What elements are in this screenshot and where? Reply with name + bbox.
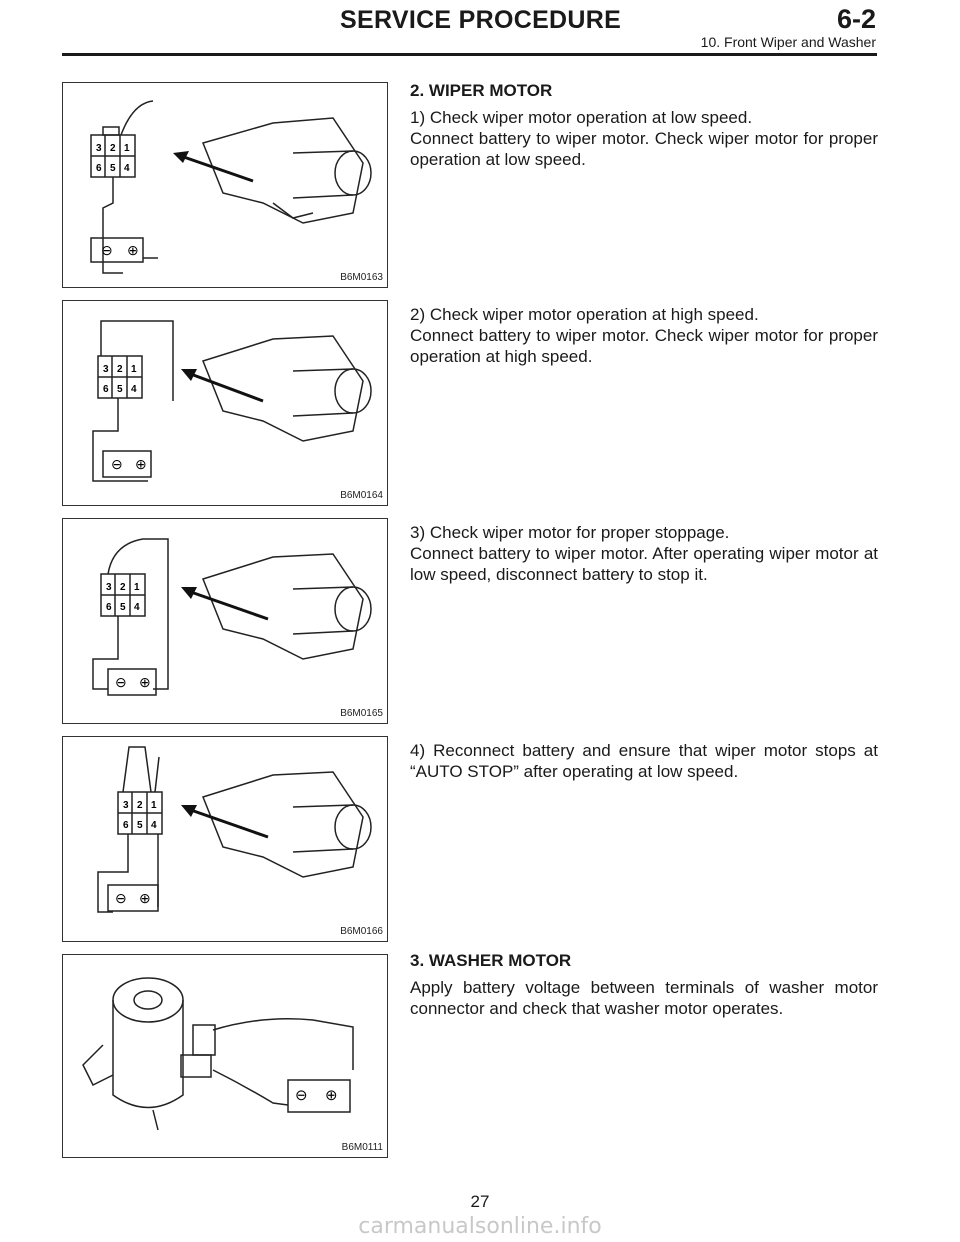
header-rule (62, 53, 877, 56)
figure-wiper-low-speed (62, 82, 388, 288)
pin-label: 1 (151, 800, 157, 811)
step-body: 4) Reconnect battery and ensure that wiper motor stops at “AUTO STOP” after operating at low speed. (410, 741, 878, 781)
figure-wiper-high-speed (62, 300, 388, 506)
pin-label: 5 (110, 163, 116, 174)
pin-label: 2 (120, 582, 126, 593)
pin-label: 3 (103, 364, 109, 375)
pin-label: 5 (137, 820, 143, 831)
battery-minus-icon: ⊖ (295, 1087, 308, 1104)
section-washer-motor (410, 950, 878, 1024)
pin-label: 5 (117, 384, 123, 395)
pin-label: 1 (124, 143, 130, 154)
pin-label: 2 (137, 800, 143, 811)
chapter-subtitle: 10. Front Wiper and Washer (700, 34, 876, 50)
step-heading: 1) Check wiper motor operation at low speed. (410, 108, 753, 127)
section-wiper-stoppage (410, 522, 878, 590)
pin-label: 4 (134, 602, 140, 613)
battery-minus-icon: ⊖ (111, 456, 123, 472)
figure-code: B6M0164 (340, 490, 383, 501)
battery-minus-icon: ⊖ (101, 242, 113, 258)
pin-label: 6 (106, 602, 112, 613)
battery-plus-icon: ⊕ (135, 456, 147, 472)
step-heading: 2) Check wiper motor operation at high speed. (410, 305, 759, 324)
section-wiper-high-speed (410, 304, 878, 372)
pin-label: 6 (123, 820, 129, 831)
wiper-motor-diagram (63, 301, 387, 505)
step-body: Connect battery to wiper motor. After operating wiper motor at low speed, disconnect battery to stop it. (410, 544, 878, 584)
section-heading: 3. WASHER MOTOR (410, 951, 572, 970)
figure-wiper-stoppage (62, 518, 388, 724)
chapter-code: 6-2 (836, 4, 876, 34)
pin-label: 2 (110, 143, 116, 154)
step-body: Apply battery voltage between terminals of washer motor connector and check that washer motor operates. (410, 978, 878, 1018)
step-heading: 3) Check wiper motor for proper stoppage. (410, 523, 730, 542)
figure-code: B6M0163 (340, 272, 383, 283)
pin-label: 1 (134, 582, 140, 593)
figure-code: B6M0165 (340, 708, 383, 719)
section-wiper-auto-stop (410, 740, 878, 787)
wiper-motor-diagram (63, 83, 387, 287)
section-heading: 2. WIPER MOTOR (410, 81, 553, 100)
page-number: 27 (470, 1192, 490, 1211)
washer-motor-diagram (63, 955, 387, 1157)
step-body: Connect battery to wiper motor. Check wiper motor for proper operation at high speed. (410, 326, 878, 366)
wiper-motor-diagram (63, 737, 387, 941)
pin-label: 6 (103, 384, 109, 395)
battery-plus-icon: ⊕ (127, 242, 139, 258)
battery-minus-icon: ⊖ (115, 890, 127, 906)
battery-minus-icon: ⊖ (115, 674, 127, 690)
figure-washer-motor (62, 954, 388, 1158)
pin-label: 3 (123, 800, 129, 811)
pin-label: 4 (131, 384, 137, 395)
figure-wiper-auto-stop (62, 736, 388, 942)
watermark-footer: carmanualsonline.info (358, 1214, 602, 1239)
figure-code: B6M0166 (340, 926, 383, 937)
pin-label: 1 (131, 364, 137, 375)
step-body: Connect battery to wiper motor. Check wiper motor for proper operation at low speed. (410, 129, 878, 169)
battery-plus-icon: ⊕ (139, 890, 151, 906)
pin-label: 3 (96, 143, 102, 154)
pin-label: 5 (120, 602, 126, 613)
pin-label: 4 (151, 820, 157, 831)
battery-plus-icon: ⊕ (325, 1087, 338, 1104)
wiper-motor-diagram (63, 519, 387, 723)
pin-label: 6 (96, 163, 102, 174)
figure-code: B6M0111 (341, 1142, 383, 1153)
pin-label: 2 (117, 364, 123, 375)
section-wiper-low-speed (410, 80, 878, 175)
section-title: SERVICE PROCEDURE (340, 6, 622, 34)
battery-plus-icon: ⊕ (139, 674, 151, 690)
pin-label: 3 (106, 582, 112, 593)
pin-label: 4 (124, 163, 130, 174)
